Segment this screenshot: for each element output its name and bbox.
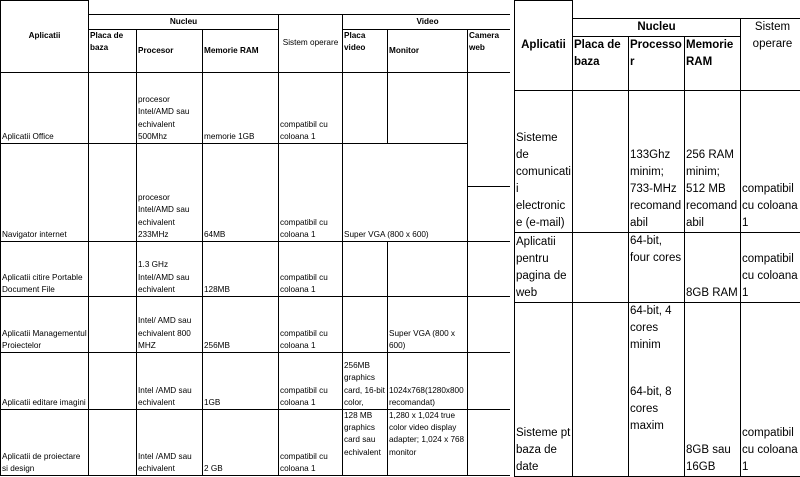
- table-row: [1, 297, 513, 353]
- header-top-empty: [573, 1, 800, 19]
- cell-sistem: compatibil cu coloana 1: [279, 353, 343, 410]
- table-row: [1, 242, 513, 297]
- cell-placa-baza: [89, 144, 137, 242]
- cell-app: Aplicatii editare imagini: [1, 353, 89, 410]
- processor-maxim: 64-bit, 8 cores maxim: [630, 384, 683, 435]
- header-memorie-ram: Memorie RAM: [685, 37, 741, 91]
- table-row: [1, 410, 513, 476]
- cell-camera: [468, 353, 513, 410]
- header-placa-de-baza: Placa de baza: [89, 30, 137, 73]
- cell-camera: [468, 242, 513, 297]
- cell-memorie: 2 GB: [203, 410, 279, 476]
- cell-placa-video: [343, 242, 388, 297]
- cell-placa-baza: [89, 410, 137, 476]
- processor-minim: 64-bit, 4 cores minim: [630, 303, 683, 354]
- cell-app: Aplicatii pentru pagina de web: [515, 233, 573, 303]
- table-row: [515, 91, 800, 233]
- cell-memorie: memorie 1GB: [203, 73, 279, 144]
- header-procesor: Procesor: [137, 30, 203, 73]
- cell-procesor: 64-bit, four cores: [629, 233, 685, 303]
- header-placa-video: Placa video: [343, 30, 388, 73]
- header-memorie-ram: Memorie RAM: [203, 30, 279, 73]
- cell-app: Aplicatii de proiectare si design: [1, 410, 89, 476]
- cell-sistem: compatibil cu coloana 1: [279, 297, 343, 353]
- cell-placa-baza: [89, 297, 137, 353]
- cell-memorie: 128MB: [203, 242, 279, 297]
- cell-app: Navigator internet: [1, 144, 89, 242]
- cell-app: Sisteme de comunicatii electronice (e-mail): [515, 91, 573, 233]
- cell-procesor: Intel/ AMD sau echivalent 800 MHZ: [137, 297, 203, 353]
- header-aplicatii: Aplicatii: [1, 1, 89, 73]
- cell-procesor: Intel /AMD sau echivalent: [137, 353, 203, 410]
- header-processor: Processor: [629, 37, 685, 91]
- table-row: [1, 353, 513, 410]
- cell-camera: [468, 73, 513, 242]
- right-requirements-table: [514, 0, 800, 477]
- header-aplicatii: Aplicatii: [515, 1, 573, 91]
- cell-monitor: 1024x768(1280x800 recomandat): [388, 353, 468, 410]
- cell-memorie: 8GB sau 16GB: [685, 303, 741, 477]
- cell-memorie: 256 RAM minim; 512 MB recomandabil: [685, 91, 741, 233]
- cell-placa-video: 128 MB graphics card sau echivalent: [343, 410, 388, 476]
- cell-memorie: 1GB: [203, 353, 279, 410]
- cell-placa-video: Super VGA (800 x 600): [343, 144, 468, 242]
- cell-sistem: compatibil cu coloana 1: [741, 91, 800, 233]
- header-nucleu: Nucleu: [573, 19, 741, 37]
- cell-procesor: 1.3 GHz Intel/AMD sau echivalent: [137, 242, 203, 297]
- cell-procesor: procesor Intel/AMD sau echivalent 500Mhz: [137, 73, 203, 144]
- cell-memorie: 64MB: [203, 144, 279, 242]
- cell-memorie: 256MB: [203, 297, 279, 353]
- header-sistem-operare: Sistem operare: [741, 19, 800, 91]
- cell-app: Aplicatii Managementul Proiectelor: [1, 297, 89, 353]
- header-monitor: Monitor: [388, 30, 468, 73]
- cell-camera: [468, 410, 513, 476]
- cell-sistem: compatibil cu coloana 1: [279, 410, 343, 476]
- cell-monitor: 1,280 x 1,024 true color video display adapter; 1,024 x 768 monitor: [388, 410, 468, 476]
- header-sistem-operare: Sistem operare: [279, 15, 343, 73]
- cell-sistem: compatibil cu coloana 1: [741, 233, 800, 303]
- cell-sistem: compatibil cu coloana 1: [279, 73, 343, 144]
- cell-app: Aplicatii citire Portable Document File: [1, 242, 89, 297]
- cell-app: Sisteme pt baza de date: [515, 303, 573, 477]
- cell-placa-baza: [89, 242, 137, 297]
- table-row: [1, 144, 513, 242]
- cell-memorie: 8GB RAM: [685, 233, 741, 303]
- table-row: [1, 73, 513, 144]
- cell-placa-baza: [573, 303, 629, 477]
- cell-monitor: [388, 73, 468, 144]
- cell-procesor: procesor Intel/AMD sau echivalent 233MHz: [137, 144, 203, 242]
- cell-camera: [468, 297, 513, 353]
- cell-placa-baza: [89, 73, 137, 144]
- cell-procesor: Intel /AMD sau echivalent: [137, 410, 203, 476]
- cell-procesor: [629, 303, 685, 477]
- cell-placa-baza: [573, 91, 629, 233]
- cell-app: Aplicatii Office: [1, 73, 89, 144]
- cell-sistem: compatibil cu coloana 1: [279, 242, 343, 297]
- cell-sistem: compatibil cu coloana 1: [279, 144, 343, 242]
- header-video: Video: [343, 15, 513, 30]
- cell-placa-video: 256MB graphics card, 16-bit color,: [343, 353, 388, 410]
- header-top-empty: [89, 1, 513, 15]
- cell-sistem: compatibil cu coloana 1: [741, 303, 800, 477]
- cell-placa-baza: [89, 353, 137, 410]
- cell-placa-video: [343, 73, 388, 144]
- cell-placa-video: [343, 297, 388, 353]
- header-placa-de-baza: Placa de baza: [573, 37, 629, 91]
- cell-procesor: 133Ghz minim; 733-MHz recomandabil: [629, 91, 685, 233]
- cell-placa-baza: [573, 233, 629, 303]
- table-row: [515, 303, 800, 477]
- header-nucleu: Nucleu: [89, 15, 279, 30]
- cell-monitor: Super VGA (800 x 600): [388, 297, 468, 353]
- table-row: [515, 233, 800, 303]
- header-camera-web: Camera web: [468, 30, 513, 73]
- cell-monitor: [388, 242, 468, 297]
